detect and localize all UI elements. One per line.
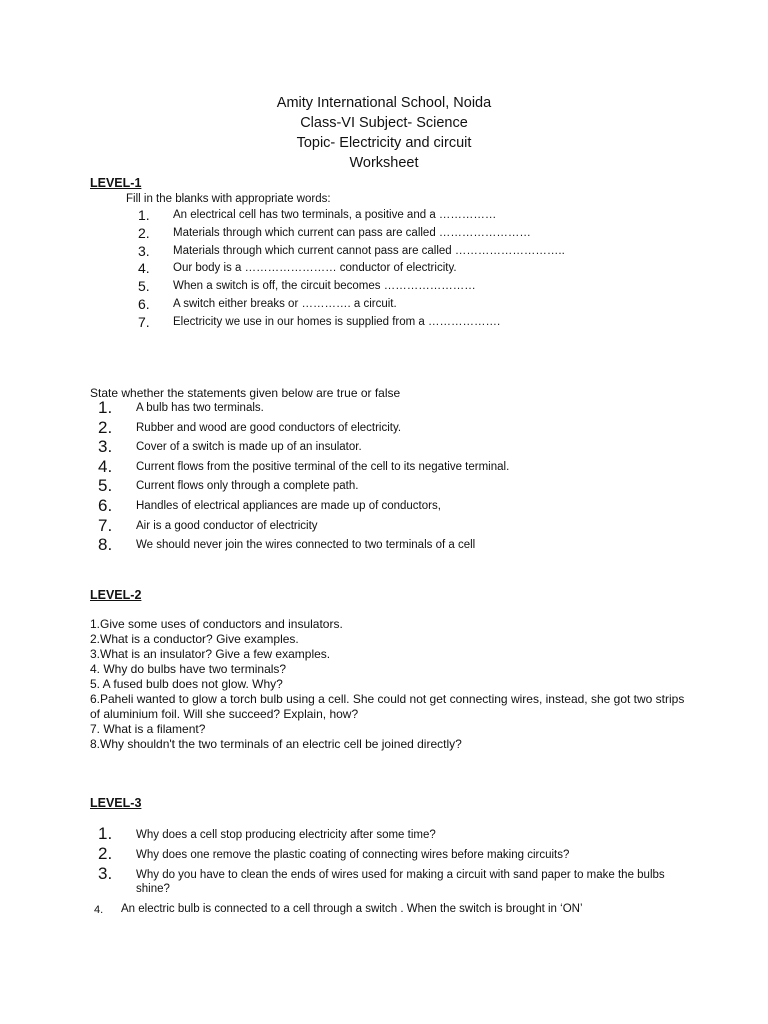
item-number: 4. <box>98 456 113 476</box>
item-text: Cover of a switch is made up of an insulator. <box>136 441 362 454</box>
item-number: 6. <box>138 295 150 312</box>
item-number: 2. <box>98 417 113 437</box>
question-line: 5. A fused bulb does not glow. Why? <box>90 677 283 691</box>
item-text: Rubber and wood are good conductors of electricity. <box>136 421 402 434</box>
item-number: 1. <box>138 207 150 223</box>
list-item <box>98 824 676 848</box>
item-text: Current flows only through a complete path. <box>136 480 359 493</box>
item-number: 6. <box>98 495 113 515</box>
item-number: 7. <box>138 313 150 330</box>
item-text: Our body is a …………………… conductor of electricity. <box>173 262 457 275</box>
item-number: 8. <box>98 535 113 555</box>
question-line: 4. Why do bulbs have two terminals? <box>90 662 287 676</box>
item-text: Materials through which current can pass are called …………………… <box>173 226 531 239</box>
item-number: 1. <box>98 824 113 843</box>
item-text: A switch either breaks or …………. a circuit. <box>173 297 397 310</box>
item-text: When a switch is off, the circuit becomes …………………… <box>173 280 476 293</box>
level2-questions <box>90 617 690 752</box>
item-number: 3. <box>98 864 113 883</box>
item-text: Materials through which current cannot pass are called ……………………….. <box>173 244 565 257</box>
question-line: 8.Why shouldn't the two terminals of an electric cell be joined directly? <box>90 737 462 751</box>
topic: Topic- Electricity and circuit <box>296 135 472 151</box>
item-number: 1. <box>98 398 113 417</box>
true-false-instruction: State whether the statements given below are true or false <box>90 386 401 400</box>
item-number: 5. <box>138 278 150 295</box>
question-line: 6.Paheli wanted to glow a torch bulb using a cell. She could not get connecting wires, instead, she got two strips of aluminium foil. Will she succeed? Explain, how? <box>90 692 685 721</box>
item-text: A bulb has two terminals. <box>136 402 264 414</box>
item-text: Why does a cell stop producing electricity after some time? <box>136 829 436 841</box>
level3-list <box>98 824 676 900</box>
item-number: 3. <box>98 437 113 457</box>
list-item <box>98 864 676 900</box>
level1-instruction: Fill in the blanks with appropriate words: <box>126 193 331 205</box>
item-text: Why do you have to clean the ends of wires used for making a circuit with sand paper to make the bulbs shine? <box>136 869 665 895</box>
level3-item4-number: 4. <box>94 904 104 916</box>
level3-heading: LEVEL-3 <box>90 796 142 810</box>
list-item <box>98 844 676 868</box>
question-line: 2.What is a conductor? Give examples. <box>90 632 299 646</box>
school-name: Amity International School, Noida <box>276 95 492 111</box>
item-text: Handles of electrical appliances are made up of conductors, <box>136 499 441 512</box>
item-text: Why does one remove the plastic coating of connecting wires before making circuits? <box>136 849 570 861</box>
item-number: 7. <box>98 515 113 535</box>
item-number: 3. <box>138 242 150 259</box>
question-line: 1.Give some uses of conductors and insulators. <box>90 617 343 631</box>
doc-type: Worksheet <box>349 155 419 171</box>
question-line: 7. What is a filament? <box>90 722 206 736</box>
item-number: 4. <box>138 260 150 277</box>
item-text: We should never join the wires connected to two terminals of a cell <box>136 539 476 552</box>
question-line: 3.What is an insulator? Give a few examples. <box>90 647 331 661</box>
item-text: Current flows from the positive terminal of the cell to its negative terminal. <box>136 460 510 473</box>
level2-heading: LEVEL-2 <box>90 588 142 602</box>
class-subject: Class-VI Subject- Science <box>300 115 468 131</box>
item-text: Air is a good conductor of electricity <box>136 519 318 532</box>
item-number: 2. <box>98 844 113 863</box>
item-text: Electricity we use in our homes is supplied from a ………………. <box>173 315 501 328</box>
item-number: 2. <box>138 224 150 241</box>
level3-item4-text: An electric bulb is connected to a cell through a switch . When the switch is brought in ‘ON’ <box>121 903 583 915</box>
item-number: 5. <box>98 476 113 496</box>
level1-heading: LEVEL-1 <box>90 176 142 190</box>
item-text: An electrical cell has two terminals, a positive and a …………… <box>173 209 497 221</box>
